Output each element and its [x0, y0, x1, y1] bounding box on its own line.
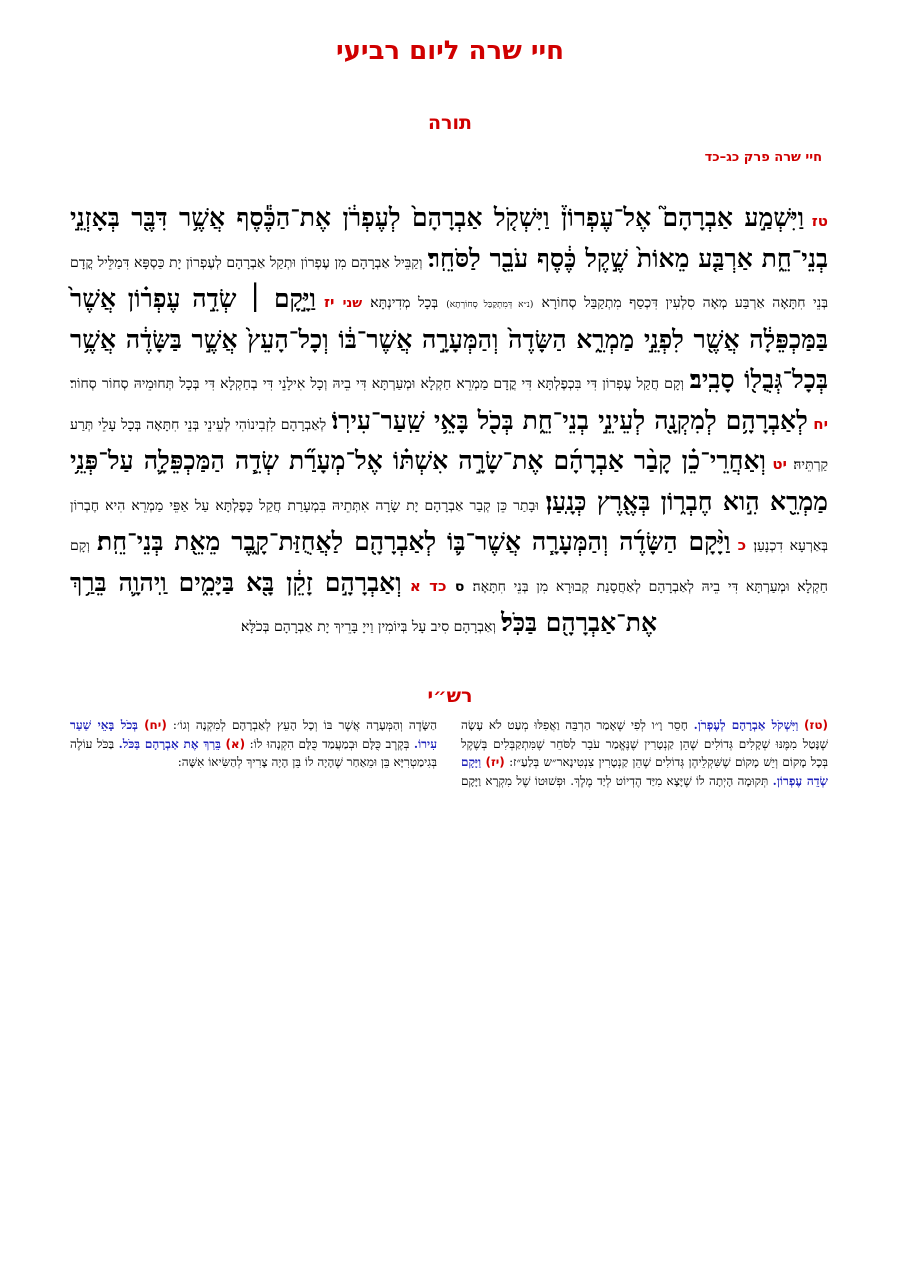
rashi-verse-ref: (יז): [485, 755, 505, 770]
chapter-reference: חיי שרה פרק כג–כד: [704, 150, 822, 165]
rashi-commentary: [70, 716, 828, 790]
torah-text: [70, 198, 828, 644]
aramaic-variant-note: (נ״א דְּמִתְקַבַּל סְחוֹרְתָא): [446, 300, 534, 310]
rashi-title: רש״י: [427, 685, 473, 707]
aramaic-translation: לְאַבְרָהָם לִזְבִינוֹהִי לְעֵינֵי בְּנֵי חִתָּאָה בְּכָל עָלֵי תְּרַע קַרְתֵּיהּ׃: [70, 416, 828, 473]
rashi-verse-ref: (טז): [804, 718, 828, 732]
aramaic-translation-end: בְּכָל מְדִינְתָּא׃: [370, 295, 439, 311]
verse-number: יט: [772, 455, 787, 473]
aramaic-translation: וְאַבְרָהָם סִיב עָל בְּיוֹמִין וַייָ בָּרֵיךְ יָת אַבְרָהָם בְּכֹלָּא׃: [240, 619, 497, 635]
aramaic-translation: וּבָתַר כֵּן קְבַר אַבְרָהָם יָת שָׂרָה אִתְּתֵיהּ בִּמְעָרַת חֲקַל כָּפֶלְתָּא עַל אַפֵּי מַמְרֵא הִיא חֶבְרוֹן בְּאַרְעָא דִכְנָעַן׃: [70, 497, 828, 554]
hebrew-verse: וְאַחֲרֵי־כֵ֗ן קָבַ֨ר אַבְרָהָ֜ם אֶת־שָׂרָ֣ה אִשְׁתּ֗וֹ אֶל־מְעָרַ֞ת שְׂדֵ֧ה הַמַּכְפֵּלָ֛ה עַל־פְּנֵ֥י מַמְרֵ֖א הִ֣וא חֶבְר֑וֹן בְּאֶ֖רֶץ כְּנָֽעַן׃: [70, 446, 828, 516]
rashi-heading: בֵּרַךְ אֶת אַבְרָהָם בַּכֹּל.: [118, 736, 221, 751]
verse-number: יח: [813, 414, 829, 433]
rashi-body: בְּקֶרֶב כֻּלָּם וּבְמַעֲמַד כֻּלָּם הִקְנָהוּ לוֹ:: [249, 736, 410, 751]
aramaic-translation: וְקַבֵּיל אַבְרָהָם מִן עֶפְרוֹן וּתְקַל אַבְרָהָם לְעֶפְרוֹן יָת כַּסְפָּא דִּמַלֵּיל קֳדָם בְּנֵי חִתָּאָה אַרְבַּע מְאָה סִלְעִין דִּכְסַף מִתְקַבַּל סְחוֹרָא: [70, 254, 828, 311]
rashi-heading: וַיִּשְׁקֹל אַבְרָהָם לְעֶפְרֹן.: [693, 718, 799, 732]
page-title: חיי שרה ליום רביעי: [335, 36, 565, 66]
rashi-heading: בְּכֹל בָּאֵי שַׁעַר עִירוֹ.: [70, 718, 437, 751]
hebrew-verse: וַיִּשְׁמַ֣ע אַבְרָהָם֮ אֶל־עֶפְרוֹן֒ וַיִּשְׁקֹ֤ל אַבְרָהָם֙ לְעֶפְרֹ֔ן אֶת־הַכֶּ֕סֶף אֲשֶׁ֥ר דִּבֶּ֖ר בְּאָזְנֵ֣י בְנֵי־חֵ֑ת אַרְבַּ֤ע מֵאוֹת֙ שֶׁ֣קֶל כֶּ֔סֶף עֹבֵ֖ר לַסֹּחֵֽר׃: [70, 203, 829, 273]
hebrew-verse: וַיָּ֣קָם ׀ שְׂדֵ֣ה עֶפְר֗וֹן אֲשֶׁר֙ בַּמַּכְפֵּלָ֔ה אֲשֶׁ֖ר לִפְנֵ֣י מַמְרֵ֑א הַשָּׂדֶה֙ וְהַמְּעָרָ֣ה אֲשֶׁר־בּ֔וֹ וְכָל־הָעֵץ֙ אֲשֶׁ֣ר בַּשָּׂדֶ֔ה אֲשֶׁ֥ר בְּכָל־גְּבֻל֖וֹ סָבִֽיב׃: [70, 284, 828, 394]
rashi-body: תְּקוּמָה הָיְתָה לוֹ שֶׁיָּצָא מִיַּד הֶדְיוֹט לְיַד מֶלֶךְ. וּפְשׁוּטוֹ שֶׁל מִקְרָא וַיָּקָם הַשָּׂדֶה וְהַמְּעָרָה אֲשֶׁר בּוֹ וְכָל הָעֵץ לְאַבְרָהָם לְמִקְנָה וְגוֹ׳:: [172, 718, 769, 788]
verse-number: כ: [737, 536, 747, 554]
hebrew-verse: וְאַבְרָהָ֣ם זָקֵ֔ן בָּ֖א בַּיָּמִ֑ים וַֽיהוָ֛ה בֵּרַ֥ךְ אֶת־אַבְרָהָ֖ם בַּכֹּֽל׃: [70, 567, 658, 637]
rashi-body: בַּכֹּל עוֹלֶה בְּגִימַטְרִיָּא בֵּן וּמֵאַחַר שֶׁהָיָה לוֹ בֵּן הָיָה צָרִיךְ לְהַשִּׂיאוֹ אִשָּׁה:: [70, 736, 437, 770]
rashi-comment: [461, 718, 828, 769]
rashi-body: חָסֵר וָ״ו לְפִי שֶׁאָמַר הַרְבֵּה וַאֲפִלּוּ מְעַט לֹא עָשָׂה שֶׁנָּטַל מִמֶּנּוּ שְׁקָלִים גְּדוֹלִים שֶׁהֵן קַנְטָרִין שֶׁנֶּאֱמַר עֹבֵר לַסֹּחֵר שֶׁמִּתְקַבְּלִים בְּשֶׁקֶל בְּכָל מָקוֹם וְיֵשׁ מָקוֹם שֶׁשִּׁקְלֵיהֶן גְּדוֹלִים שֶׁהֵן קַנְטָרִין צִנְטִינָאר״ש בְּלַעַ״ז:: [461, 718, 829, 770]
rashi-heading: וַיָּקָם שְׂדֵה עֶפְרוֹן.: [461, 755, 828, 788]
setuma-marker: ס: [454, 578, 465, 595]
aramaic-translation: וְקָם חַקְלָא וּמְעַרְתָּא דִּי בֵיהּ לְאַבְרָהָם לְאַחֲסָנַת קְבוּרָא מִן בְּנֵי חִתָּאָה׃: [70, 538, 828, 595]
chapter-number: כד: [429, 576, 447, 595]
aramaic-translation: וְקָם חֲקַל עֶפְרוֹן דִּי בִּכְפֶלְתָּא דִּי קֳדָם מַמְרֵא חַקְלָא וּמְעַרְתָּא דִּי בֵיהּ וְכָל אִילָנֵי דִּי בְחַקְלָא דִּי בְּכָל תְּחוּמֵיהּ סְחוֹר סְחוֹר׃: [70, 376, 684, 392]
verse-number: א: [409, 576, 421, 595]
aliyah-marker: שני: [342, 296, 363, 311]
rashi-verse-ref: (א): [225, 736, 246, 751]
verse-number: יז: [324, 293, 335, 311]
hebrew-verse: לְאַבְרָהָ֥ם לְמִקְנָ֖ה לְעֵינֵ֣י בְנֵי־חֵ֑ת בְּכֹ֖ל בָּאֵ֥י שַֽׁעַר־עִירֽוֹ׃: [331, 405, 808, 435]
rashi-verse-ref: (יח): [144, 718, 167, 732]
verse-number: טז: [811, 212, 828, 230]
section-title-torah: תורה: [428, 112, 472, 134]
hebrew-verse: וַיָּ֨קָם הַשָּׂדֶ֜ה וְהַמְּעָרָ֧ה אֲשֶׁר־בּ֛וֹ לְאַבְרָהָ֖ם לַאֲחֻזַּת־קָ֑בֶר מֵאֵ֖ת בְּנֵי־חֵֽת׃: [97, 527, 731, 556]
